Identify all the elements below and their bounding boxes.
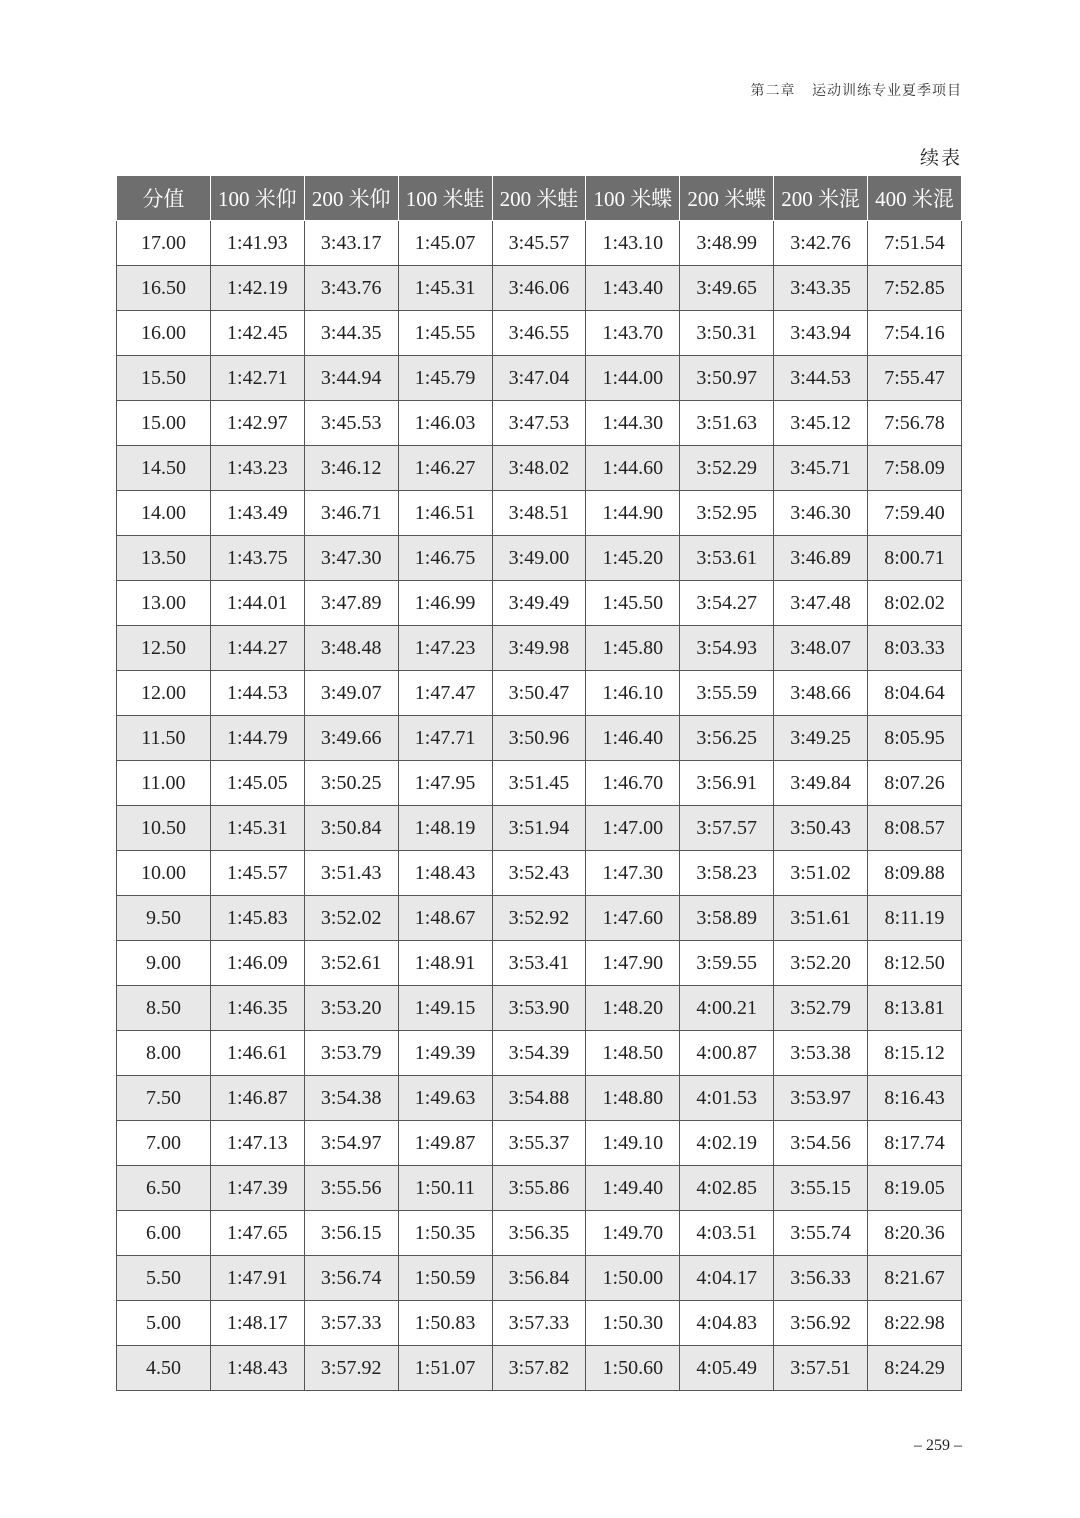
score-cell: 12.00: [117, 671, 211, 716]
chapter-label: 第二章: [750, 84, 796, 99]
time-cell: 1:50.59: [398, 1256, 492, 1301]
time-cell: 3:54.27: [680, 581, 774, 626]
time-cell: 1:46.75: [398, 536, 492, 581]
time-cell: 3:54.56: [774, 1121, 868, 1166]
time-cell: 8:22.98: [868, 1301, 962, 1346]
running-header: [739, 80, 963, 100]
time-cell: 1:48.80: [586, 1076, 680, 1121]
time-cell: 1:50.35: [398, 1211, 492, 1256]
time-cell: 1:44.30: [586, 401, 680, 446]
time-cell: 3:52.02: [304, 896, 398, 941]
table-row: [117, 761, 962, 806]
table-body: [117, 221, 962, 1391]
time-cell: 1:45.83: [210, 896, 304, 941]
time-cell: 3:45.71: [774, 446, 868, 491]
time-cell: 1:43.23: [210, 446, 304, 491]
score-cell: 8.00: [117, 1031, 211, 1076]
time-cell: 3:54.88: [492, 1076, 586, 1121]
time-cell: 3:52.92: [492, 896, 586, 941]
table-row: [117, 851, 962, 896]
time-cell: 1:50.83: [398, 1301, 492, 1346]
score-cell: 17.00: [117, 221, 211, 266]
time-cell: 1:42.19: [210, 266, 304, 311]
column-header: 100 米蝶: [586, 176, 680, 221]
time-cell: 1:44.60: [586, 446, 680, 491]
table-row: [117, 356, 962, 401]
time-cell: 3:50.25: [304, 761, 398, 806]
time-cell: 3:48.02: [492, 446, 586, 491]
time-cell: 1:49.39: [398, 1031, 492, 1076]
time-cell: 1:47.13: [210, 1121, 304, 1166]
time-cell: 3:51.94: [492, 806, 586, 851]
time-cell: 7:54.16: [868, 311, 962, 356]
score-cell: 14.00: [117, 491, 211, 536]
time-cell: 3:50.31: [680, 311, 774, 356]
time-cell: 1:43.40: [586, 266, 680, 311]
time-cell: 3:57.92: [304, 1346, 398, 1391]
time-cell: 1:48.19: [398, 806, 492, 851]
section-title: 运动训练专业夏季项目: [812, 84, 962, 99]
time-cell: 1:41.93: [210, 221, 304, 266]
time-cell: 3:56.25: [680, 716, 774, 761]
time-cell: 1:46.09: [210, 941, 304, 986]
time-cell: 3:48.99: [680, 221, 774, 266]
time-cell: 7:58.09: [868, 446, 962, 491]
time-cell: 3:43.17: [304, 221, 398, 266]
time-cell: 8:15.12: [868, 1031, 962, 1076]
column-header: 400 米混: [868, 176, 962, 221]
time-cell: 3:46.55: [492, 311, 586, 356]
column-header: 100 米仰: [210, 176, 304, 221]
time-cell: 3:48.66: [774, 671, 868, 716]
time-cell: 3:55.74: [774, 1211, 868, 1256]
time-cell: 1:47.91: [210, 1256, 304, 1301]
time-cell: 3:56.84: [492, 1256, 586, 1301]
time-cell: 4:05.49: [680, 1346, 774, 1391]
column-header: 100 米蛙: [398, 176, 492, 221]
time-cell: 3:52.43: [492, 851, 586, 896]
time-cell: 3:52.20: [774, 941, 868, 986]
time-cell: 1:47.47: [398, 671, 492, 716]
time-cell: 8:08.57: [868, 806, 962, 851]
time-cell: 3:45.12: [774, 401, 868, 446]
time-cell: 4:04.83: [680, 1301, 774, 1346]
time-cell: 3:47.04: [492, 356, 586, 401]
time-cell: 1:45.50: [586, 581, 680, 626]
time-cell: 3:53.79: [304, 1031, 398, 1076]
time-cell: 1:50.00: [586, 1256, 680, 1301]
time-cell: 3:51.61: [774, 896, 868, 941]
score-cell: 5.00: [117, 1301, 211, 1346]
time-cell: 3:55.86: [492, 1166, 586, 1211]
score-cell: 10.50: [117, 806, 211, 851]
time-cell: 1:49.40: [586, 1166, 680, 1211]
table-row: [117, 986, 962, 1031]
time-cell: 1:42.71: [210, 356, 304, 401]
time-cell: 3:49.98: [492, 626, 586, 671]
time-cell: 3:51.43: [304, 851, 398, 896]
score-cell: 14.50: [117, 446, 211, 491]
time-cell: 1:44.79: [210, 716, 304, 761]
time-cell: 3:46.30: [774, 491, 868, 536]
table-row: [117, 581, 962, 626]
time-cell: 3:53.41: [492, 941, 586, 986]
time-cell: 3:57.33: [304, 1301, 398, 1346]
time-cell: 8:24.29: [868, 1346, 962, 1391]
score-cell: 9.50: [117, 896, 211, 941]
time-cell: 3:46.06: [492, 266, 586, 311]
score-cell: 6.00: [117, 1211, 211, 1256]
column-header: 200 米仰: [304, 176, 398, 221]
column-header: 200 米蝶: [680, 176, 774, 221]
table-row: [117, 806, 962, 851]
table-row: [117, 446, 962, 491]
time-cell: 1:44.27: [210, 626, 304, 671]
time-cell: 1:48.67: [398, 896, 492, 941]
time-cell: 3:50.84: [304, 806, 398, 851]
time-cell: 1:45.80: [586, 626, 680, 671]
time-cell: 3:56.92: [774, 1301, 868, 1346]
time-cell: 1:44.53: [210, 671, 304, 716]
time-cell: 1:45.55: [398, 311, 492, 356]
time-cell: 1:46.10: [586, 671, 680, 716]
time-cell: 1:47.30: [586, 851, 680, 896]
table-row: [117, 491, 962, 536]
time-cell: 3:54.97: [304, 1121, 398, 1166]
table-row: [117, 896, 962, 941]
time-cell: 1:47.23: [398, 626, 492, 671]
time-cell: 3:45.53: [304, 401, 398, 446]
time-cell: 3:45.57: [492, 221, 586, 266]
score-table: [116, 175, 962, 1391]
time-cell: 3:54.93: [680, 626, 774, 671]
time-cell: 3:50.43: [774, 806, 868, 851]
table-row: [117, 1121, 962, 1166]
time-cell: 3:57.51: [774, 1346, 868, 1391]
time-cell: 3:47.53: [492, 401, 586, 446]
time-cell: 1:46.35: [210, 986, 304, 1031]
table-row: [117, 401, 962, 446]
score-cell: 6.50: [117, 1166, 211, 1211]
time-cell: 8:02.02: [868, 581, 962, 626]
time-cell: 1:45.31: [210, 806, 304, 851]
table-row: [117, 536, 962, 581]
time-cell: 1:46.40: [586, 716, 680, 761]
table-row: [117, 1031, 962, 1076]
time-cell: 1:44.01: [210, 581, 304, 626]
time-cell: 1:49.15: [398, 986, 492, 1031]
time-cell: 4:03.51: [680, 1211, 774, 1256]
time-cell: 3:53.97: [774, 1076, 868, 1121]
time-cell: 7:51.54: [868, 221, 962, 266]
time-cell: 3:48.48: [304, 626, 398, 671]
table-row: [117, 221, 962, 266]
time-cell: 3:43.94: [774, 311, 868, 356]
time-cell: 3:50.97: [680, 356, 774, 401]
time-cell: 3:50.47: [492, 671, 586, 716]
time-cell: 1:47.90: [586, 941, 680, 986]
time-cell: 3:52.95: [680, 491, 774, 536]
time-cell: 3:52.61: [304, 941, 398, 986]
score-cell: 13.50: [117, 536, 211, 581]
time-cell: 3:46.71: [304, 491, 398, 536]
time-cell: 1:47.60: [586, 896, 680, 941]
time-cell: 3:49.07: [304, 671, 398, 716]
time-cell: 3:59.55: [680, 941, 774, 986]
table-row: [117, 1301, 962, 1346]
time-cell: 3:55.15: [774, 1166, 868, 1211]
time-cell: 4:00.21: [680, 986, 774, 1031]
table-row: [117, 1076, 962, 1121]
time-cell: 3:43.76: [304, 266, 398, 311]
time-cell: 3:44.53: [774, 356, 868, 401]
time-cell: 1:47.71: [398, 716, 492, 761]
time-cell: 3:52.29: [680, 446, 774, 491]
continued-label: 续表: [919, 148, 962, 169]
time-cell: 3:47.48: [774, 581, 868, 626]
time-cell: 3:55.37: [492, 1121, 586, 1166]
time-cell: 1:43.70: [586, 311, 680, 356]
time-cell: 3:47.89: [304, 581, 398, 626]
score-cell: 16.50: [117, 266, 211, 311]
time-cell: 3:56.91: [680, 761, 774, 806]
time-cell: 8:04.64: [868, 671, 962, 716]
time-cell: 1:46.03: [398, 401, 492, 446]
score-cell: 12.50: [117, 626, 211, 671]
time-cell: 8:12.50: [868, 941, 962, 986]
time-cell: 4:01.53: [680, 1076, 774, 1121]
time-cell: 3:54.39: [492, 1031, 586, 1076]
score-cell: 7.00: [117, 1121, 211, 1166]
time-cell: 1:50.60: [586, 1346, 680, 1391]
table-row: [117, 1211, 962, 1256]
score-cell: 11.00: [117, 761, 211, 806]
time-cell: 1:42.45: [210, 311, 304, 356]
table-row: [117, 716, 962, 761]
score-cell: 9.00: [117, 941, 211, 986]
time-cell: 1:49.63: [398, 1076, 492, 1121]
time-cell: 1:45.31: [398, 266, 492, 311]
time-cell: 3:49.65: [680, 266, 774, 311]
time-cell: 3:42.76: [774, 221, 868, 266]
score-cell: 13.00: [117, 581, 211, 626]
time-cell: 3:55.59: [680, 671, 774, 716]
score-cell: 5.50: [117, 1256, 211, 1301]
time-cell: 3:49.49: [492, 581, 586, 626]
time-cell: 1:50.30: [586, 1301, 680, 1346]
time-cell: 3:53.38: [774, 1031, 868, 1076]
time-cell: 7:56.78: [868, 401, 962, 446]
time-cell: 3:51.02: [774, 851, 868, 896]
score-cell: 4.50: [117, 1346, 211, 1391]
time-cell: 1:47.65: [210, 1211, 304, 1256]
time-cell: 1:51.07: [398, 1346, 492, 1391]
time-cell: 3:58.23: [680, 851, 774, 896]
time-cell: 3:49.66: [304, 716, 398, 761]
time-cell: 1:48.43: [398, 851, 492, 896]
time-cell: 3:53.20: [304, 986, 398, 1031]
time-cell: 8:19.05: [868, 1166, 962, 1211]
time-cell: 3:47.30: [304, 536, 398, 581]
header-row: [117, 176, 962, 221]
time-cell: 1:43.10: [586, 221, 680, 266]
time-cell: 8:07.26: [868, 761, 962, 806]
time-cell: 3:48.07: [774, 626, 868, 671]
column-header: 200 米蛙: [492, 176, 586, 221]
time-cell: 1:50.11: [398, 1166, 492, 1211]
time-cell: 1:49.70: [586, 1211, 680, 1256]
time-cell: 3:57.82: [492, 1346, 586, 1391]
time-cell: 4:02.19: [680, 1121, 774, 1166]
time-cell: 1:43.49: [210, 491, 304, 536]
time-cell: 1:48.20: [586, 986, 680, 1031]
time-cell: 1:48.91: [398, 941, 492, 986]
time-cell: 3:58.89: [680, 896, 774, 941]
time-cell: 3:55.56: [304, 1166, 398, 1211]
time-cell: 3:46.12: [304, 446, 398, 491]
time-cell: 1:45.07: [398, 221, 492, 266]
time-cell: 1:46.27: [398, 446, 492, 491]
time-cell: 8:16.43: [868, 1076, 962, 1121]
time-cell: 3:57.33: [492, 1301, 586, 1346]
time-cell: 1:48.50: [586, 1031, 680, 1076]
time-cell: 1:46.51: [398, 491, 492, 536]
time-cell: 3:44.35: [304, 311, 398, 356]
time-cell: 8:05.95: [868, 716, 962, 761]
time-cell: 1:47.95: [398, 761, 492, 806]
time-cell: 1:44.90: [586, 491, 680, 536]
table-row: [117, 1346, 962, 1391]
time-cell: 8:20.36: [868, 1211, 962, 1256]
table-row: [117, 941, 962, 986]
time-cell: 1:49.87: [398, 1121, 492, 1166]
time-cell: 1:42.97: [210, 401, 304, 446]
score-cell: 16.00: [117, 311, 211, 356]
time-cell: 1:48.17: [210, 1301, 304, 1346]
page-number: – 259 –: [914, 1437, 962, 1454]
time-cell: 7:55.47: [868, 356, 962, 401]
time-cell: 7:52.85: [868, 266, 962, 311]
score-cell: 15.00: [117, 401, 211, 446]
time-cell: 4:04.17: [680, 1256, 774, 1301]
time-cell: 8:11.19: [868, 896, 962, 941]
time-cell: 4:00.87: [680, 1031, 774, 1076]
time-cell: 3:56.33: [774, 1256, 868, 1301]
time-cell: 1:44.00: [586, 356, 680, 401]
time-cell: 3:49.84: [774, 761, 868, 806]
column-header: 分值: [117, 176, 211, 221]
time-cell: 3:46.89: [774, 536, 868, 581]
table-row: [117, 266, 962, 311]
time-cell: 3:51.45: [492, 761, 586, 806]
time-cell: 8:13.81: [868, 986, 962, 1031]
time-cell: 3:54.38: [304, 1076, 398, 1121]
time-cell: 3:56.15: [304, 1211, 398, 1256]
time-cell: 3:43.35: [774, 266, 868, 311]
time-cell: 8:17.74: [868, 1121, 962, 1166]
time-cell: 3:57.57: [680, 806, 774, 851]
column-header: 200 米混: [774, 176, 868, 221]
table-row: [117, 1166, 962, 1211]
table-header: [117, 176, 962, 221]
time-cell: 1:49.10: [586, 1121, 680, 1166]
time-cell: 1:45.57: [210, 851, 304, 896]
time-cell: 3:56.74: [304, 1256, 398, 1301]
table-row: [117, 1256, 962, 1301]
time-cell: 1:43.75: [210, 536, 304, 581]
time-cell: 8:03.33: [868, 626, 962, 671]
time-cell: 4:02.85: [680, 1166, 774, 1211]
table-row: [117, 626, 962, 671]
table-row: [117, 671, 962, 716]
time-cell: 3:56.35: [492, 1211, 586, 1256]
time-cell: 3:52.79: [774, 986, 868, 1031]
score-cell: 10.00: [117, 851, 211, 896]
time-cell: 1:47.00: [586, 806, 680, 851]
time-cell: 3:50.96: [492, 716, 586, 761]
time-cell: 3:53.90: [492, 986, 586, 1031]
score-cell: 15.50: [117, 356, 211, 401]
time-cell: 1:46.87: [210, 1076, 304, 1121]
time-cell: 3:49.00: [492, 536, 586, 581]
time-cell: 3:44.94: [304, 356, 398, 401]
score-cell: 8.50: [117, 986, 211, 1031]
time-cell: 1:45.05: [210, 761, 304, 806]
score-cell: 7.50: [117, 1076, 211, 1121]
time-cell: 1:48.43: [210, 1346, 304, 1391]
time-cell: 3:51.63: [680, 401, 774, 446]
time-cell: 1:46.61: [210, 1031, 304, 1076]
time-cell: 1:46.99: [398, 581, 492, 626]
time-cell: 1:46.70: [586, 761, 680, 806]
time-cell: 3:53.61: [680, 536, 774, 581]
time-cell: 3:49.25: [774, 716, 868, 761]
score-cell: 11.50: [117, 716, 211, 761]
time-cell: 8:21.67: [868, 1256, 962, 1301]
table-row: [117, 311, 962, 356]
time-cell: 7:59.40: [868, 491, 962, 536]
time-cell: 1:45.20: [586, 536, 680, 581]
time-cell: 1:47.39: [210, 1166, 304, 1211]
time-cell: 1:45.79: [398, 356, 492, 401]
time-cell: 3:48.51: [492, 491, 586, 536]
time-cell: 8:09.88: [868, 851, 962, 896]
time-cell: 8:00.71: [868, 536, 962, 581]
